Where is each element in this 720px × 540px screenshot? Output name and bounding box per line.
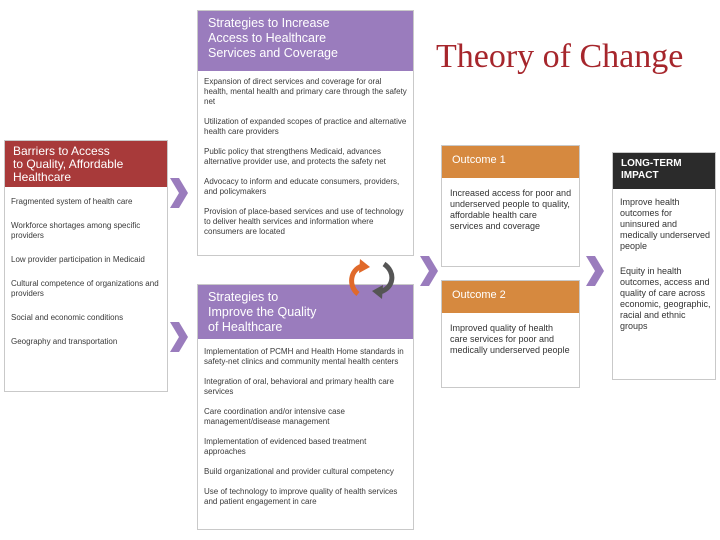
strategies-quality-header-line-2: Improve the Quality [208,305,317,319]
strategies-access-list [204,77,407,247]
strategy-item: Use of technology to improve quality of health services and patient engagement in care [204,487,398,506]
outcome-1-panel [441,145,580,267]
arrow-right-icon [170,178,188,208]
strategies-access-header-line-3: Services and Coverage [208,46,338,60]
barrier-item: Workforce shortages among specific providers [11,221,141,240]
impact-item: Improve health outcomes for uninsured and medically underserved people [620,197,711,251]
long-term-impact-header [613,153,715,189]
arrow-right-icon [420,256,438,286]
impact-item: Equity in health outcomes, access and quality of care across economic, geographic, racial and ethnic groups [620,266,711,331]
outcome-1-header: Outcome 1 [442,146,579,178]
barriers-header-line-2: to Quality, Affordable [13,157,124,171]
long-term-impact-panel [612,152,716,380]
barriers-header [5,141,167,187]
barrier-item: Cultural competence of organizations and providers [11,279,159,298]
barriers-panel [4,140,168,392]
arrow-right-icon [170,322,188,352]
strategy-item: Build organizational and provider cultural competency [204,467,394,476]
strategy-item: Integration of oral, behavioral and primary health care services [204,377,394,396]
outcome-2-text: Improved quality of health care services for poor and medically underserved people [450,323,570,355]
barriers-list [11,197,161,357]
strategies-quality-panel [197,284,414,530]
long-term-impact-list [620,197,712,332]
strategies-access-header-line-1: Strategies to Increase [208,16,330,30]
barriers-header-line-3: Healthcare [13,170,72,184]
strategy-item: Advocacy to inform and educate consumers, providers, and policymakers [204,177,400,196]
barrier-item: Low provider participation in Medicaid [11,255,145,264]
strategy-item: Implementation of evidenced based treatment approaches [204,437,367,456]
barriers-header-line-1: Barriers to Access [13,144,110,158]
strategy-item: Implementation of PCMH and Health Home standards in safety-net clinics and community mental health centers [204,347,404,366]
strategy-item: Provision of place-based services and use of technology to deliver health services and information where consumers are located [204,207,404,236]
cycle-arrows-icon [344,256,400,307]
outcome-2-panel [441,280,580,388]
strategy-item: Care coordination and/or intensive case management/disease management [204,407,345,426]
outcome-2-header: Outcome 2 [442,281,579,313]
arrow-right-icon [586,256,604,286]
page-title: Theory of Change [436,38,684,75]
long-term-header-line-2: IMPACT [621,170,659,181]
strategies-access-panel [197,10,414,256]
strategies-access-header [198,11,413,71]
barrier-item: Social and economic conditions [11,313,124,322]
long-term-header-line-1: LONG-TERM [621,158,682,169]
outcome-1-text: Increased access for poor and underserved people to quality, affordable health care services and coverage [450,188,572,231]
strategies-access-header-line-2: Access to Healthcare [208,31,327,45]
strategy-item: Utilization of expanded scopes of practice and alternative health care providers [204,117,407,136]
strategies-quality-header-line-1: Strategies to [208,290,279,304]
barrier-item: Fragmented system of health care [11,197,133,206]
strategy-item: Expansion of direct services and coverage for oral health, mental health and primary care through the safety net [204,77,407,106]
strategy-item: Public policy that strengthens Medicaid, advances alternative provider use, and protects the safety net [204,147,386,166]
barrier-item: Geography and transportation [11,337,118,346]
strategies-quality-list [204,347,407,517]
strategies-quality-header-line-3: of Healthcare [208,320,283,334]
